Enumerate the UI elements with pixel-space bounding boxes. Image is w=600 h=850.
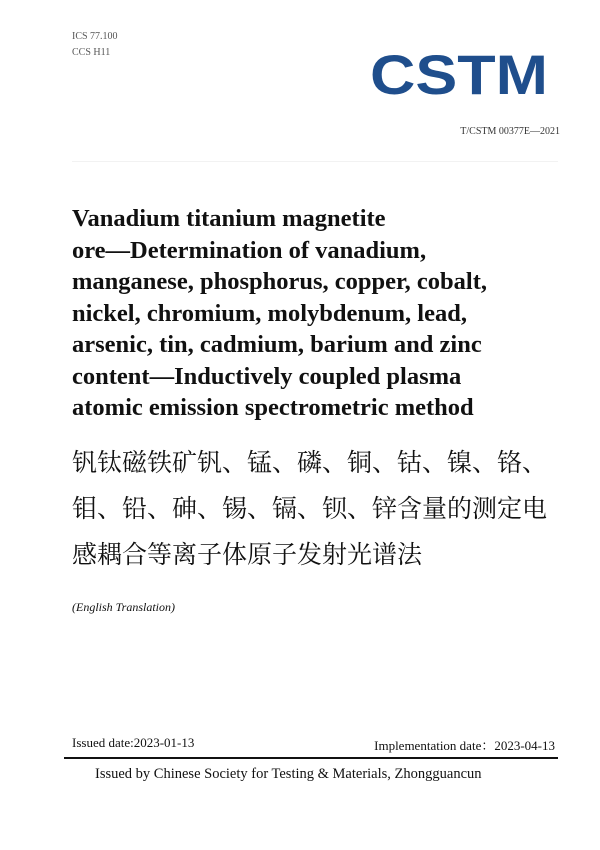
- title-line: 钼、铅、砷、锡、镉、钡、锌含量的测定电: [72, 494, 548, 523]
- implementation-date: Implementation date：2023-04-13: [374, 738, 555, 753]
- title-line: arsenic, tin, cadmium, barium and zinc: [72, 331, 482, 358]
- title-line: content—Inductively coupled plasma: [72, 362, 462, 390]
- divider: [72, 161, 558, 162]
- ccs-code: CCS H11: [72, 47, 111, 58]
- publisher: Issued by Chinese Society for Testing & Materials, Zhongguancun: [95, 766, 482, 782]
- ics-code: ICS 77.100: [72, 31, 118, 42]
- svg-text:CSTM: CSTM: [370, 50, 548, 100]
- translation-note: (English Translation): [72, 600, 176, 614]
- issued-date: Issued date:2023-01-13: [72, 735, 195, 750]
- title-line: atomic emission spectrometric method: [72, 394, 474, 421]
- title-line: 钒钛磁铁矿钒、锰、磷、铜、钴、镍、铬、: [72, 448, 548, 477]
- standard-number: T/CSTM 00377E—2021: [460, 126, 560, 137]
- chinese-title: [72, 440, 572, 578]
- classification-codes: [72, 29, 118, 61]
- title-line: ore—Determination of vanadium,: [72, 236, 427, 264]
- cstm-logo: [370, 50, 550, 100]
- english-title: [72, 203, 572, 424]
- title-line: nickel, chromium, molybdenum, lead,: [72, 299, 467, 327]
- footer-divider: [64, 757, 558, 759]
- title-line: manganese, phosphorus, copper, cobalt,: [72, 268, 487, 295]
- title-line: Vanadium titanium magnetite: [72, 205, 386, 232]
- title-line: 感耦合等离子体原子发射光谱法: [72, 540, 423, 569]
